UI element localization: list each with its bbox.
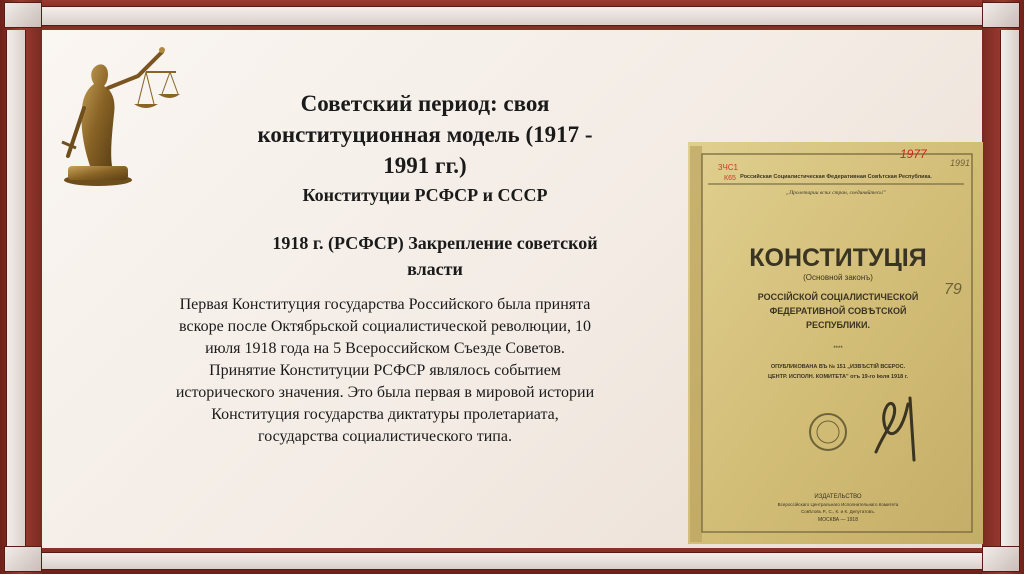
document-name-line-2: ФЕДЕРАТИВНОЙ СОВѢТСКОЙ (769, 306, 907, 316)
handwritten-code-2: К65 (724, 175, 736, 182)
section-heading-line-1: 1918 г. (РСФСР) Закрепление советской (272, 233, 598, 253)
frame-corner-bottom-right (982, 546, 1020, 572)
section-heading (215, 230, 655, 282)
document-slogan: „Пролетарии всѣх стран, соединяйтесь!" (786, 190, 886, 196)
body-line: вскоре после Октябрьской социалистической революции, 10 (179, 318, 591, 335)
frame-corner-bottom-left (4, 546, 42, 572)
body-line: Первая Конституция государства Российского была принята (179, 296, 591, 313)
body-line: июля 1918 года на 5 Всероссийском Съезде Советов. (205, 340, 565, 357)
document-stars: **** (833, 346, 843, 352)
document-publisher-line-1: Всероссійскаго Центральнаго Исполнительнаго Комитета (777, 502, 899, 507)
document-published-line-1: ОПУБЛИКОВАНА ВЪ № 151 „ИЗВѢСТІЙ ВСЕРОС. (770, 364, 906, 370)
title-subtitle: Конституции РСФСР и СССР (302, 185, 548, 205)
document-publisher-line-2: Совѣтовъ Р., С., К. и К. Депутатовъ. (800, 509, 876, 514)
handwritten-code: 3ЧС1 (718, 163, 739, 172)
constitution-document-image (688, 142, 983, 544)
title-line-2: конституционная модель (1917 - (257, 122, 593, 147)
document-paper (688, 142, 983, 544)
body-line: Принятие Конституции РСФСР являлось событием (209, 362, 561, 379)
frame-band-right (1000, 30, 1020, 548)
frame-band-bottom (42, 552, 982, 570)
document-published-line-2: ЦЕНТР. ИСПОЛН. КОМИТЕТА" отъ 19-го Іюля 1918 г. (767, 374, 909, 380)
frame-corner-top-left (4, 2, 42, 28)
document-publisher-line-3: МОСКВА — 1918 (818, 517, 858, 523)
document-name-line-3: РЕСПУБЛИКИ. (805, 320, 871, 330)
handwritten-year: 1991 (950, 158, 971, 168)
body-line: государства социалистического типа. (258, 428, 512, 445)
document-header: Российская Социалистическая Федеративная Совѣтская Республика. (740, 174, 932, 180)
slide-title (210, 88, 640, 207)
body-paragraph (120, 294, 650, 448)
document-publisher-label: ИЗДАТЕЛЬСТВО (814, 494, 862, 500)
lady-justice-icon (50, 38, 180, 188)
title-line-1: Советский период: своя (300, 91, 550, 116)
handwritten-red-number: 1977 (900, 147, 927, 161)
body-line: Конституция государства диктатуры пролетариата, (211, 406, 559, 423)
section-heading-line-2: власти (407, 259, 463, 279)
document-name-line-1: РОССІЙСКОЙ СОЦІАЛИСТИЧЕСКОЙ (757, 292, 919, 302)
frame-band-left (6, 30, 26, 548)
frame-corner-top-right (982, 2, 1020, 28)
document-spine (690, 146, 702, 542)
handwritten-side-number: 79 (944, 281, 962, 298)
document-title: КОНСТИТУЦІЯ (749, 244, 927, 272)
body-line: исторического значения. Это была первая в мировой истории (175, 384, 595, 401)
title-line-3: 1991 гг.) (383, 153, 467, 178)
document-subtitle: (Основной законъ) (803, 273, 873, 282)
frame-band-top (42, 6, 982, 26)
